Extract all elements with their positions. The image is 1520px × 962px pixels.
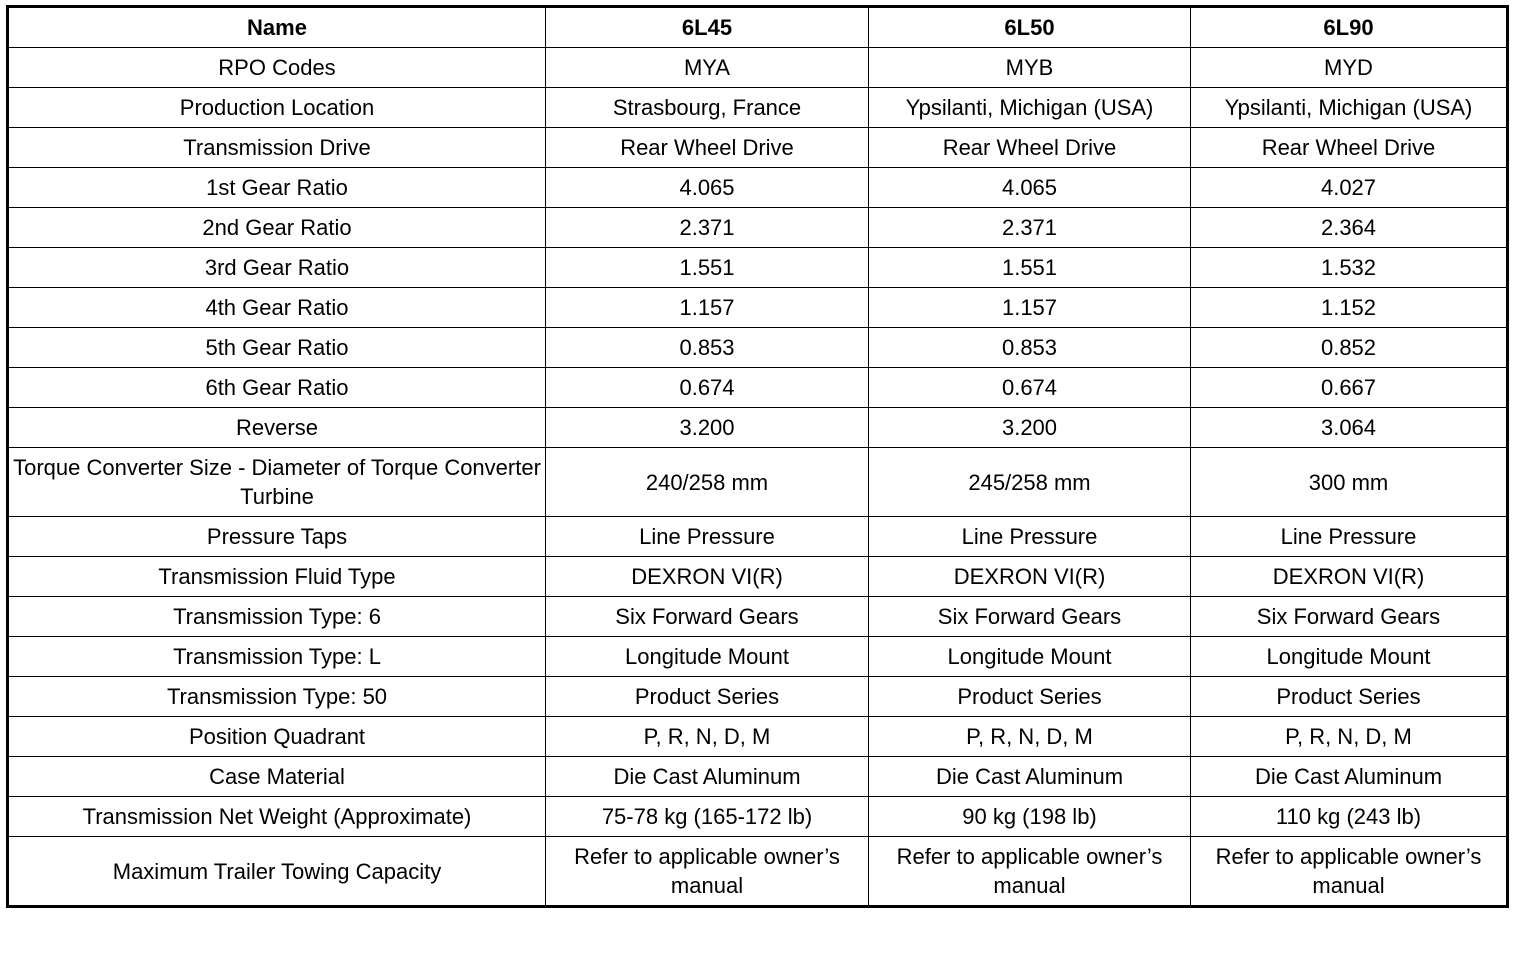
cell-6l90: Refer to applicable owner’s manual <box>1191 837 1508 907</box>
row-label: 5th Gear Ratio <box>8 328 546 368</box>
table-row <box>8 517 1508 557</box>
table-row <box>8 717 1508 757</box>
cell-6l90: 2.364 <box>1191 208 1508 248</box>
table-row <box>8 597 1508 637</box>
cell-6l45: 240/258 mm <box>546 448 869 517</box>
table-row <box>8 128 1508 168</box>
table-row <box>8 168 1508 208</box>
cell-6l90: 0.667 <box>1191 368 1508 408</box>
table-row <box>8 208 1508 248</box>
cell-6l50: 3.200 <box>869 408 1191 448</box>
cell-6l50: 0.853 <box>869 328 1191 368</box>
cell-6l50: 245/258 mm <box>869 448 1191 517</box>
row-label: Transmission Type: 50 <box>8 677 546 717</box>
cell-6l90: MYD <box>1191 48 1508 88</box>
table-row <box>8 757 1508 797</box>
cell-6l90: 0.852 <box>1191 328 1508 368</box>
row-label: Transmission Type: L <box>8 637 546 677</box>
cell-6l45: 0.853 <box>546 328 869 368</box>
transmission-spec-table <box>6 5 1509 908</box>
cell-6l50: Rear Wheel Drive <box>869 128 1191 168</box>
row-label: 1st Gear Ratio <box>8 168 546 208</box>
cell-6l45: Six Forward Gears <box>546 597 869 637</box>
row-label: 2nd Gear Ratio <box>8 208 546 248</box>
cell-6l90: 3.064 <box>1191 408 1508 448</box>
cell-6l50: Product Series <box>869 677 1191 717</box>
header-cell-6l45: 6L45 <box>546 7 869 48</box>
cell-6l50: Ypsilanti, Michigan (USA) <box>869 88 1191 128</box>
row-label: Case Material <box>8 757 546 797</box>
cell-6l45: Longitude Mount <box>546 637 869 677</box>
cell-6l90: Longitude Mount <box>1191 637 1508 677</box>
cell-6l45: Rear Wheel Drive <box>546 128 869 168</box>
cell-6l50: MYB <box>869 48 1191 88</box>
table-row <box>8 637 1508 677</box>
row-label: Reverse <box>8 408 546 448</box>
row-label: 4th Gear Ratio <box>8 288 546 328</box>
row-label: 3rd Gear Ratio <box>8 248 546 288</box>
cell-6l90: 110 kg (243 lb) <box>1191 797 1508 837</box>
row-label: Production Location <box>8 88 546 128</box>
cell-6l50: DEXRON VI(R) <box>869 557 1191 597</box>
cell-6l45: 1.551 <box>546 248 869 288</box>
cell-6l50: Line Pressure <box>869 517 1191 557</box>
cell-6l90: 300 mm <box>1191 448 1508 517</box>
cell-6l45: 1.157 <box>546 288 869 328</box>
cell-6l45: P, R, N, D, M <box>546 717 869 757</box>
table-row <box>8 368 1508 408</box>
cell-6l90: 1.532 <box>1191 248 1508 288</box>
cell-6l90: Rear Wheel Drive <box>1191 128 1508 168</box>
row-label: Maximum Trailer Towing Capacity <box>8 837 546 907</box>
cell-6l50: 4.065 <box>869 168 1191 208</box>
header-cell-6l50: 6L50 <box>869 7 1191 48</box>
cell-6l50: 1.157 <box>869 288 1191 328</box>
table-row <box>8 797 1508 837</box>
header-cell-name: Name <box>8 7 546 48</box>
cell-6l50: 1.551 <box>869 248 1191 288</box>
table-row <box>8 557 1508 597</box>
cell-6l45: 0.674 <box>546 368 869 408</box>
row-label: Torque Converter Size - Diameter of Torque Converter Turbine <box>8 448 546 517</box>
cell-6l90: P, R, N, D, M <box>1191 717 1508 757</box>
cell-6l90: 1.152 <box>1191 288 1508 328</box>
row-label: 6th Gear Ratio <box>8 368 546 408</box>
cell-6l90: Line Pressure <box>1191 517 1508 557</box>
cell-6l90: Product Series <box>1191 677 1508 717</box>
cell-6l50: Six Forward Gears <box>869 597 1191 637</box>
cell-6l45: 2.371 <box>546 208 869 248</box>
cell-6l90: 4.027 <box>1191 168 1508 208</box>
cell-6l45: 4.065 <box>546 168 869 208</box>
cell-6l45: 75-78 kg (165-172 lb) <box>546 797 869 837</box>
cell-6l45: 3.200 <box>546 408 869 448</box>
cell-6l50: 90 kg (198 lb) <box>869 797 1191 837</box>
cell-6l50: Die Cast Aluminum <box>869 757 1191 797</box>
table-row <box>8 288 1508 328</box>
table-row <box>8 677 1508 717</box>
row-label: Transmission Net Weight (Approximate) <box>8 797 546 837</box>
table-row <box>8 837 1508 907</box>
cell-6l90: Six Forward Gears <box>1191 597 1508 637</box>
cell-6l50: 0.674 <box>869 368 1191 408</box>
cell-6l50: Longitude Mount <box>869 637 1191 677</box>
cell-6l45: Die Cast Aluminum <box>546 757 869 797</box>
table-row <box>8 248 1508 288</box>
cell-6l90: Ypsilanti, Michigan (USA) <box>1191 88 1508 128</box>
table-row <box>8 328 1508 368</box>
table-row <box>8 448 1508 517</box>
cell-6l45: Product Series <box>546 677 869 717</box>
row-label: Transmission Fluid Type <box>8 557 546 597</box>
header-cell-6l90: 6L90 <box>1191 7 1508 48</box>
cell-6l50: Refer to applicable owner’s manual <box>869 837 1191 907</box>
cell-6l45: MYA <box>546 48 869 88</box>
table-header-row <box>8 7 1508 48</box>
cell-6l45: Line Pressure <box>546 517 869 557</box>
table-row <box>8 48 1508 88</box>
cell-6l90: DEXRON VI(R) <box>1191 557 1508 597</box>
row-label: Transmission Type: 6 <box>8 597 546 637</box>
cell-6l50: P, R, N, D, M <box>869 717 1191 757</box>
row-label: RPO Codes <box>8 48 546 88</box>
row-label: Transmission Drive <box>8 128 546 168</box>
cell-6l90: Die Cast Aluminum <box>1191 757 1508 797</box>
cell-6l50: 2.371 <box>869 208 1191 248</box>
row-label: Pressure Taps <box>8 517 546 557</box>
cell-6l45: Strasbourg, France <box>546 88 869 128</box>
row-label: Position Quadrant <box>8 717 546 757</box>
cell-6l45: DEXRON VI(R) <box>546 557 869 597</box>
cell-6l45: Refer to applicable owner’s manual <box>546 837 869 907</box>
table-row <box>8 88 1508 128</box>
table-row <box>8 408 1508 448</box>
